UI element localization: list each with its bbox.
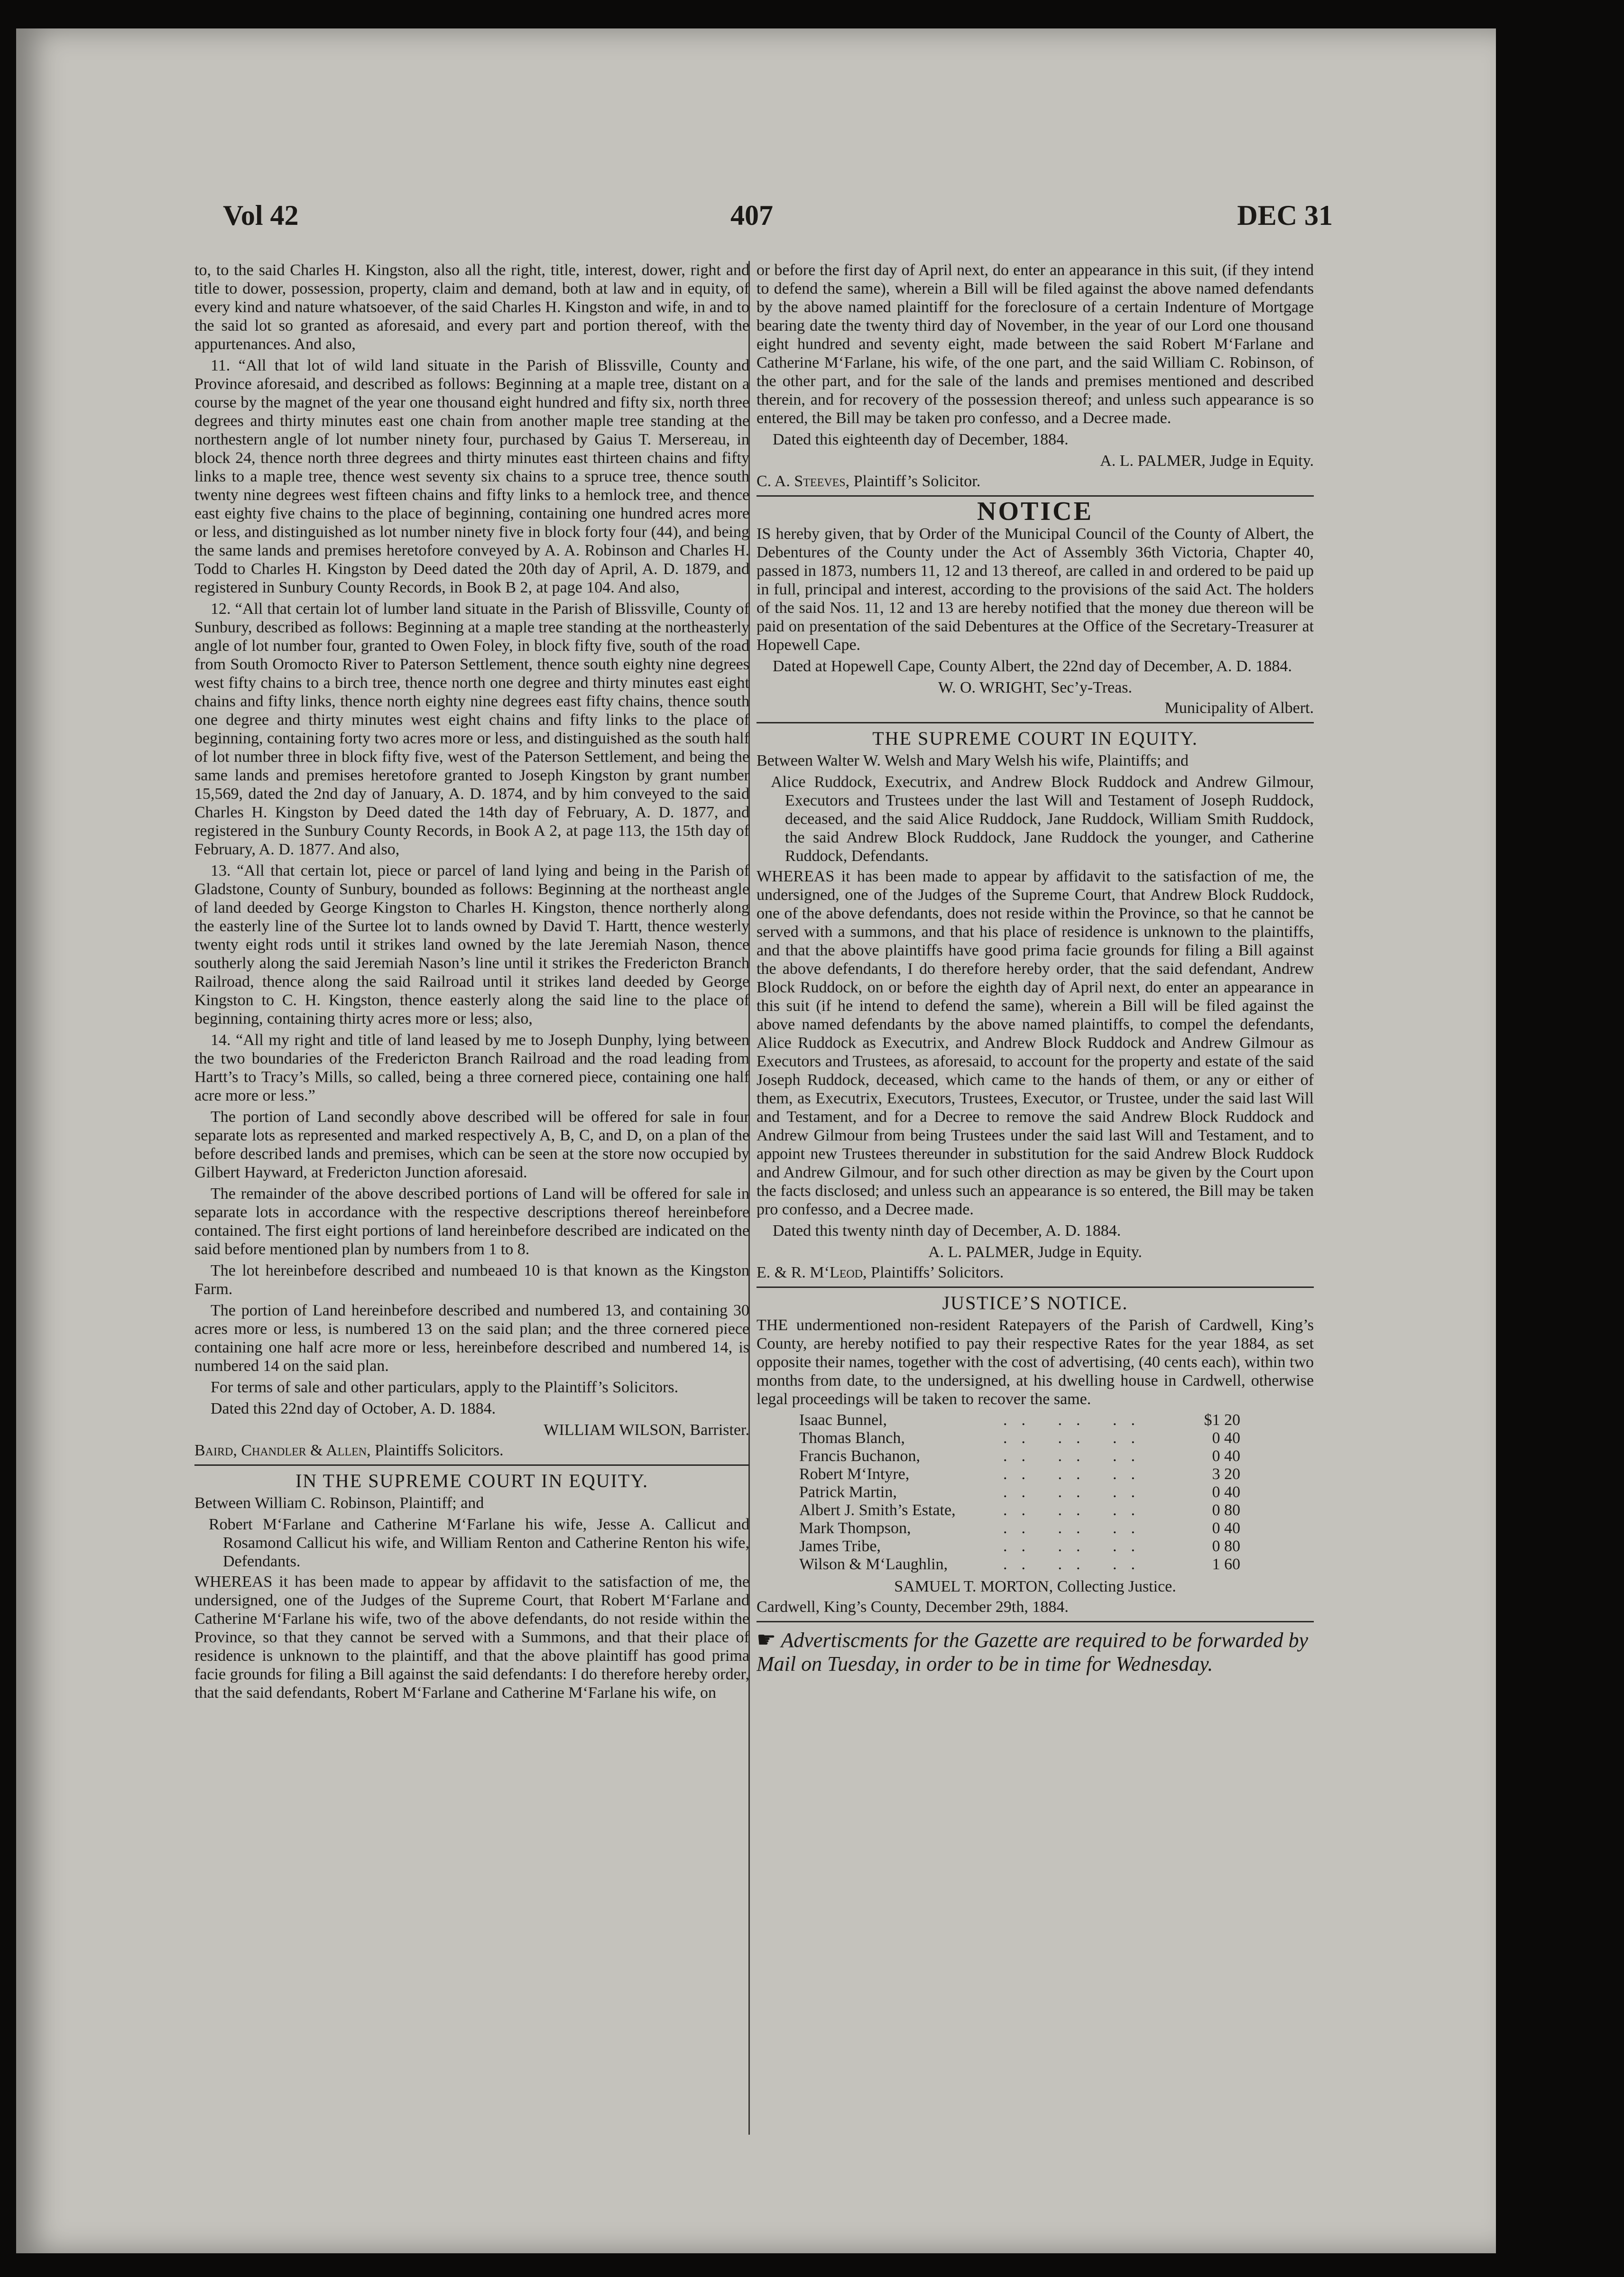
notice-heading: NOTICE	[977, 497, 1093, 526]
parties-defendants: Robert M‘Farlane and Catherine M‘Farlane his wife, Jesse A. Callicut and Rosamond Callicut his wife, and William Renton and Catherine Renton his wife, Defendants.	[209, 1516, 749, 1570]
gazette-page	[175, 199, 1333, 2135]
leader-dots: .. .. ..	[1003, 1483, 1149, 1501]
section-rule	[194, 1464, 749, 1466]
paragraph: or before the first day of April next, do enter an appearance in this suit, (if they intend to defend the same), wherein a Bill will be filed against the above named defendants by the above named plaintiff for the foreclosure of a certain Indenture of Mortgage bearing date the twenty third day of November, in the year of our Lord one thousand eight hundred and seventy eight, made between the said Robert M‘Farlane and Catherine M‘Farlane, his wife, of the one part, and the said William C. Robinson, of the other part, and for the sale of the lands and premises mentioned and described therein, and for recovery of the possession thereof; and unless such appearance is so entered, the Bill may be taken pro confesso, and a Decree made.	[757, 261, 1314, 427]
table-row	[799, 1483, 1314, 1501]
paragraph: 12. “All that certain lot of lumber land situate in the Parish of Blissville, County of Sunbury, described as follows: Beginning at a maple tree standing at the northeasterly angle of lot number four, granted to Owen Foley, in block fifty five, south of the road from South Oromocto River to Paterson Settlement, thence south eighty nine degrees west fifty chains to a birch tree, thence north one degree and thirty minutes east eight chains and fifty links, thence north eighty nine degrees east fifty chains, thence south one degree and thirty minutes west eight chains and fifty links to the place of beginning, containing forty two acres more or less, and distinguished as the south half of lot number three in block fifty five, west of the Paterson Settlement, and being the same lands and premises heretofore granted to Joseph Kingston by grant number 15,569, dated the 2nd day of January, A. D. 1874, and by him conveyed to the said Charles H. Kingston by Deed dated the 14th day of February, A. D. 1877, and registered in the Sunbury County Records, in Book A 2, at page 113, the 15th day of February, A. D. 1877. And also,	[194, 600, 749, 858]
paragraph: Dated at Hopewell Cape, County Albert, the 22nd day of December, A. D. 1884.	[773, 657, 1292, 675]
leader-dots: .. .. ..	[1003, 1501, 1149, 1519]
ratepayer-name: Wilson & M‘Laughlin,	[799, 1555, 948, 1573]
solicitors-line	[757, 1263, 1314, 1282]
parties-plaintiff: Between Walter W. Welsh and Mary Welsh his wife, Plaintiffs; and	[757, 752, 1189, 769]
table-row	[799, 1537, 1314, 1555]
table-row	[799, 1429, 1314, 1447]
ratepayer-name: Thomas Blanch,	[799, 1429, 905, 1447]
table-row	[799, 1519, 1314, 1537]
rate-amount: 0 40	[1212, 1447, 1240, 1465]
paragraph: The portion of Land hereinbefore described and numbered 13, and containing 30 acres more or less, is numbered 13 on the said plan; and the three cornered piece containing one half acre more or less, hereinbefore described and numbered 14, is numbered 14 on the said plan.	[194, 1302, 749, 1375]
solicitor-role: Plaintiffs’ Solicitors.	[871, 1264, 1004, 1281]
whereas-paragraph: WHEREAS it has been made to appear by affidavit to the satisfaction of me, the undersigned, one of the Judges of the Supreme Court, that Robert M‘Farlane and Catherine M‘Farlane his wife, two of the above defendants, do not reside within the Province, so that they cannot be served with a Summons, and that their place of residence is unknown to the plaintiff, and that the above plaintiff has good prima facie grounds for filing a Bill against the said defendants: I do therefore hereby order, that the said defendants, Robert M‘Farlane and Catherine M‘Farlane his wife, on	[194, 1573, 749, 1702]
ratepayer-name: James Tribe,	[799, 1537, 881, 1555]
table-row	[799, 1465, 1314, 1483]
table-row	[799, 1555, 1314, 1574]
solicitor-name: C. A. Steeves,	[757, 472, 850, 490]
paragraph: For terms of sale and other particulars, apply to the Plaintiff’s Solicitors.	[211, 1379, 679, 1396]
solicitor-name: E. & R. M‘Leod,	[757, 1264, 867, 1281]
solicitor-role: Plaintiffs Solicitors.	[375, 1442, 504, 1459]
paragraph: Dated this twenty ninth day of December, A. D. 1884.	[773, 1222, 1121, 1240]
paragraph: 11. “All that lot of wild land situate in the Parish of Blissville, County and Province aforesaid, and described as follows: Beginning at a maple tree, distant on a course by the magnet of the year one thousand eight hundred and fifty six, north three degrees and thirty minutes east one chain from another maple tree standing at the northestern angle of lot number ninety four, purchased by Gaius T. Mersereau, in block 24, thence north three degrees and thirty minutes east thirteen chains and fifty links to a maple tree, thence west seventy six chains to a spruce tree, thence south twenty nine degrees west fifteen chains and fifty links to a hemlock tree, and thence east eighty five chains to the place of beginning, containing one hundred acres more or less, and distinguished as lot number ninety five in block forty four (44), and being the same lands and premises heretofore conveyed by A. A. Robinson and Charles H. Todd to Charles H. Kingston by Deed dated the 20th day of April, A. D. 1879, and registered in Sunbury County Records, in Book B 2, at page 104. And also,	[194, 357, 749, 596]
issue-date: DEC 31	[1237, 200, 1333, 231]
paragraph: 13. “All that certain lot, piece or parcel of land lying and being in the Parish of Gladstone, County of Sunbury, bounded as follows: Beginning at the northeast angle of land deeded by George Kingston to Charles H. Kingston, thence northerly along the easterly line of the Surtee lot to lands owned by David T. Hartt, thence westerly twenty eight rods until it strikes land owned by the late Jeremiah Nason, thence southerly along the said Jeremiah Nason’s line until it strikes the Fredericton Branch Railroad, thence along the said Railroad until it strikes land deeded by George Kingston to C. H. Kingston, thence easterly along the said line to the place of beginning, containing thirty acres more or less; also,	[194, 862, 749, 1027]
paragraph: The portion of Land secondly above described will be offered for sale in four separate lots as represented and marked respectively A, B, C, and D, on a plan of the before described lands and premises, which can be seen at the store now occupied by Gilbert Hayward, at Fredericton Junction aforesaid.	[194, 1108, 749, 1181]
paragraph: Dated this 22nd day of October, A. D. 1884.	[211, 1400, 496, 1417]
signature: A. L. PALMER, Judge in Equity.	[928, 1243, 1142, 1261]
rate-amount: $1 20	[1204, 1411, 1240, 1429]
solicitors-line	[757, 472, 1314, 491]
table-row	[799, 1447, 1314, 1465]
leader-dots: .. .. ..	[1003, 1555, 1149, 1573]
solicitors-line	[194, 1441, 749, 1460]
table-row	[799, 1501, 1314, 1519]
paragraph: The lot hereinbefore described and numbeaed 10 is that known as the Kingston Farm.	[194, 1262, 749, 1298]
dateline: Cardwell, King’s County, December 29th, 1884.	[757, 1598, 1069, 1616]
rate-amount: 0 80	[1212, 1501, 1240, 1519]
pointing-hand-icon: ☛	[757, 1628, 776, 1652]
page-number: 407	[730, 200, 773, 231]
leader-dots: .. .. ..	[1003, 1429, 1149, 1447]
notice-paragraph: IS hereby given, that by Order of the Municipal Council of the County of Albert, the Debentures of the County under the Act of Assembly 36th Victoria, Chapter 40, passed in 1873, numbers 11, 12 and 13 thereof, are called in and ordered to be paid up in full, principal and interest, according to the provisions of the said Act. The holders of the said Nos. 11, 12 and 13 are hereby notified that the money due thereon will be paid on presentation of the said Debentures at the Office of the Secretary-Treasurer at Hopewell Cape.	[757, 525, 1314, 654]
justice-notice-heading: JUSTICE’S NOTICE.	[942, 1292, 1128, 1314]
paragraph: Dated this eighteenth day of December, 1884.	[773, 431, 1069, 448]
section-rule	[757, 1621, 1314, 1622]
ratepayer-name: Francis Buchanon,	[799, 1447, 920, 1465]
left-column	[194, 261, 749, 2135]
court-heading: THE SUPREME COURT IN EQUITY.	[872, 728, 1198, 749]
solicitor-firm: Baird, Chandler & Allen,	[194, 1442, 371, 1459]
rate-amount: 0 40	[1212, 1519, 1240, 1537]
right-column	[757, 261, 1314, 2135]
paragraph: to, to the said Charles H. Kingston, also all the right, title, interest, dower, right and title to dower, possession, property, claim and demand, both at law and in equity, of every kind and nature whatsoever, of the said Charles H. Kingston and wife, in and to the said lot so granted as aforesaid, and every part and portion thereof, with the appurtenances. And also,	[194, 261, 749, 353]
signature: A. L. PALMER, Judge in Equity.	[1100, 452, 1314, 470]
signature-title: Municipality of Albert.	[1164, 699, 1314, 717]
signature: WILLIAM WILSON, Barrister.	[544, 1421, 749, 1439]
leader-dots: .. .. ..	[1003, 1537, 1149, 1555]
ratepayer-name: Isaac Bunnel,	[799, 1411, 887, 1429]
paragraph: 14. “All my right and title of land leased by me to Joseph Dunphy, lying between the two boundaries of the Fredericton Branch Railroad and the road leading from Hartt’s to Tracy’s Mills, so called, being a three cornered piece, containing one half acre more or less.”	[194, 1031, 749, 1104]
solicitor-role: Plaintiff’s Solicitor.	[853, 472, 981, 490]
leader-dots: .. .. ..	[1003, 1411, 1149, 1429]
ratepayer-name: Patrick Martin,	[799, 1483, 897, 1501]
signature: W. O. WRIGHT, Sec’y-Treas.	[938, 679, 1132, 696]
leader-dots: .. .. ..	[1003, 1519, 1149, 1537]
signature: SAMUEL T. MORTON, Collecting Justice.	[894, 1578, 1176, 1595]
advertisement-notice	[757, 1628, 1314, 1676]
court-heading: IN THE SUPREME COURT IN EQUITY.	[295, 1470, 649, 1491]
paragraph: THE undermentioned non-resident Ratepayers of the Parish of Cardwell, King’s County, are hereby notified to pay their respective Rates for the year 1884, as set opposite their names, together with the cost of advertising, (40 cents each), within two months from date, to the undersigned, at his dwelling house in Cardwell, otherwise legal proceedings will be taken to recover the same.	[757, 1316, 1314, 1408]
rate-amount: 0 40	[1212, 1483, 1240, 1501]
parties-plaintiff: Between William C. Robinson, Plaintiff; and	[194, 1494, 484, 1512]
rate-amount: 0 40	[1212, 1429, 1240, 1447]
page-header	[223, 199, 1333, 251]
ratepayer-name: Albert J. Smith’s Estate,	[799, 1501, 956, 1519]
section-rule	[757, 722, 1314, 723]
paragraph: The remainder of the above described portions of Land will be offered for sale in separate lots in accordance with the respective descriptions thereof hereinbefore contained. The first eight portions of land hereinbefore described are indicated on the said before mentioned plan by numbers from 1 to 8.	[194, 1185, 749, 1258]
ratepayer-name: Mark Thompson,	[799, 1519, 911, 1537]
volume-label: Vol 42	[223, 200, 299, 231]
rate-amount: 1 60	[1212, 1555, 1240, 1573]
rate-amount: 3 20	[1212, 1465, 1240, 1483]
rate-amount: 0 80	[1212, 1537, 1240, 1555]
leader-dots: .. .. ..	[1003, 1447, 1149, 1465]
ratepayer-name: Robert M‘Intyre,	[799, 1465, 910, 1483]
advertisement-text: Advertiscments for the Gazette are required to be forwarded by Mail on Tuesday, in order to be in time for Wednesday.	[757, 1629, 1309, 1675]
section-rule	[757, 1287, 1314, 1288]
ratepayers-table	[799, 1411, 1314, 1574]
table-row	[799, 1411, 1314, 1429]
leader-dots: .. .. ..	[1003, 1465, 1149, 1483]
whereas-paragraph: WHEREAS it has been made to appear by affidavit to the satisfaction of me, the undersigned, one of the Judges of the Supreme Court, that Andrew Block Ruddock, one of the above defendants, does not reside within the Province, so that he cannot be served with a summons, and that his place of residence is unknown to the plaintiffs, and that the above plaintiffs have good prima facie grounds for filing a Bill against the above defendants, I do therefore hereby order, that the said defendant, Andrew Block Ruddock, on or before the eighth day of April next, do enter an appearance in this suit (if he intend to defend the same), wherein a Bill will be filed against the above named defendants by the above named plaintiffs, to compel the defendants, Alice Ruddock as Executrix, and Andrew Block Ruddock and Andrew Gilmour as Executors and Trustees, as aforesaid, to account for the property and estate of the said Joseph Ruddock, deceased, which came to the hands of them, or any or either of them, as Executrix, Executors, Trustees, Executor, or Trustee, under the said last Will and Testament, and for a Decree to remove the said Andrew Block Ruddock and Andrew Gilmour from being Trustees under the said last Will and Testament, and to appoint new Trustees thereunder in substitution for the said Andrew Block Ruddock and Andrew Gilmour, and for such other direction as may be given by the Court upon the facts disclosed; and unless such an appearance is so entered, the Bill may be taken pro confesso, and a Decree made.	[757, 868, 1314, 1218]
parties-defendants: Alice Ruddock, Executrix, and Andrew Block Ruddock and Andrew Gilmour, Executors and Trustees under the last Will and Testament of Joseph Ruddock, deceased, and the said Alice Ruddock, Jane Ruddock, William Smith Ruddock, the said Andrew Block Ruddock, Jane Ruddock the younger, and Catherine Ruddock, Defendants.	[771, 773, 1314, 865]
